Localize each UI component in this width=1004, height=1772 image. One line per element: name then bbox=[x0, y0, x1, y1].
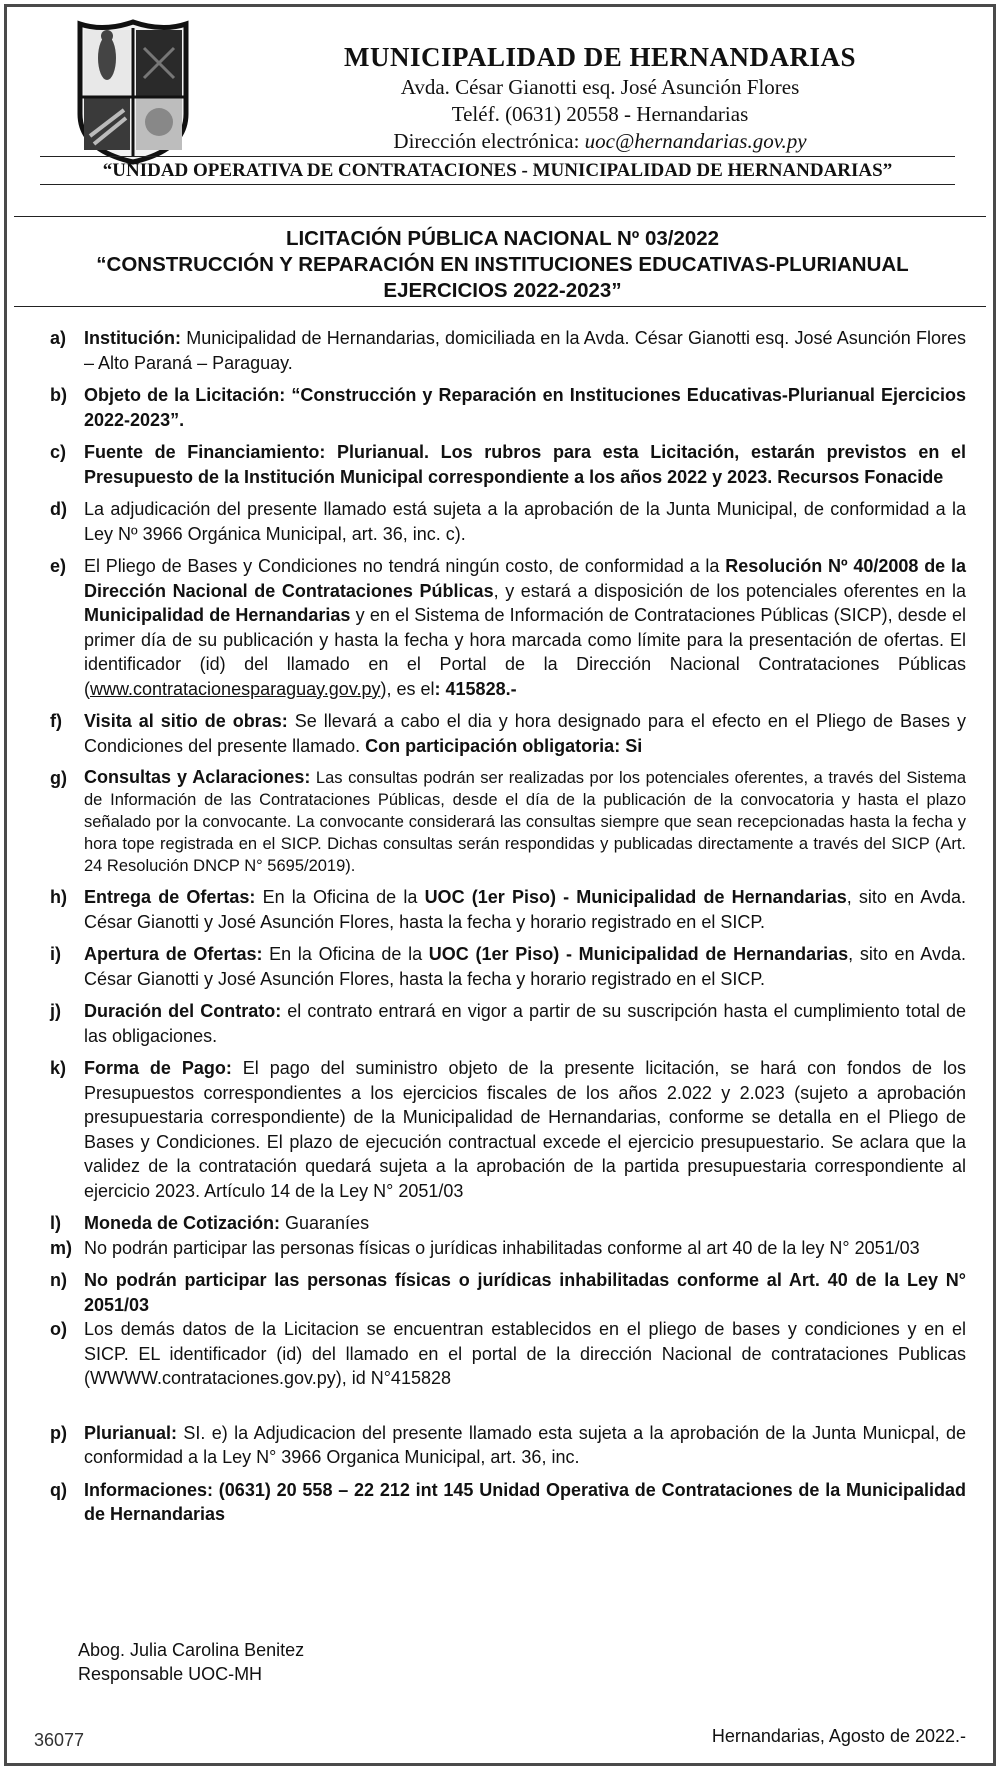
signer-name: Abog. Julia Carolina Benitez bbox=[78, 1640, 305, 1660]
organization-name: MUNICIPALIDAD DE HERNANDARIAS bbox=[343, 42, 857, 72]
clause-e bbox=[50, 554, 966, 701]
phone: Teléf. (0631) 20558 - Hernandarias bbox=[451, 102, 749, 126]
email-line bbox=[210, 128, 990, 155]
clause-j bbox=[50, 999, 966, 1048]
clause-letter: g) bbox=[50, 768, 67, 788]
clause-list bbox=[50, 326, 966, 1535]
clause-body: Fuente de Financiamiento: Plurianual. Los rubros para esta Licitación, estarán previstos en el Presupuesto de la Institución Municipal correspondiente a los años 2022 y 2023. Recursos Fonacide bbox=[84, 442, 966, 487]
divider bbox=[14, 306, 986, 307]
clause-letter: i) bbox=[50, 944, 61, 964]
clause-body: Consultas y Aclaraciones: Las consultas podrán ser realizadas por los potenciales oferentes, a través del Sistema de Información de las Contrataciones Públicas, desde el día de la publicación de la convocatoria y hasta el plazo señalado por la convocante. La convocante considerará las consultas siempre que sean recepcionadas hasta la fecha y hora tope registrada en el SICP. Dichas consultas serán respondidas y publicadas directamente a través del SICP (Art. 24 Resolución DNCP N° 5695/2019). bbox=[84, 767, 966, 875]
clause-letter: j) bbox=[50, 1001, 61, 1021]
tender-title bbox=[40, 226, 965, 304]
clause-p bbox=[50, 1421, 966, 1470]
signer-role: Responsable UOC-MH bbox=[78, 1664, 263, 1684]
clause-body: Forma de Pago: El pago del suministro objeto de la presente licitación, se hará con fondos de los Presupuestos correspondientes a los ejercicios fiscales de los años 2.022 y 2.023 (sujeto a aprobación presupuestaria correspondiente) de la Municipalidad de Hernandarias, conforme se detalla en el Pliego de Bases y Condiciones. El plazo de ejecución contractual excede el ejercicio presupuestario. Se aclara que la validez de la contratación quedará sujeta a la aprobación de la partida presupuestaria correspondiente al ejercicio 2023. Artículo 14 de la Ley N° 2051/03 bbox=[84, 1058, 966, 1201]
clause-c bbox=[50, 440, 966, 489]
title-line-2: “CONSTRUCCIÓN Y REPARACIÓN EN INSTITUCIONES EDUCATIVAS-PLURIANUAL bbox=[96, 253, 909, 276]
clause-letter: f) bbox=[50, 711, 62, 731]
clause-body: Objeto de la Licitación: “Construcción y Reparación en Instituciones Educativas-Plurianual Ejercicios 2022-2023”. bbox=[84, 385, 966, 430]
clause-a bbox=[50, 326, 966, 375]
ad-number: 36077 bbox=[34, 1730, 85, 1750]
clause-body: Plurianual: SI. e) la Adjudicacion del presente llamado esta sujeta a la aprobación de la Junta Municpal, de conformidad a la Ley N° 3966 Organica Municipal, art. 36, inc. bbox=[84, 1422, 966, 1467]
divider bbox=[40, 156, 955, 157]
clause-h bbox=[50, 885, 966, 934]
clause-o bbox=[50, 1317, 966, 1391]
clause-body: Entrega de Ofertas: En la Oficina de la UOC (1er Piso) - Municipalidad de Hernandarias, sito en Avda. César Gianotti y José Asunción Flores, hasta la fecha y horario registrado en el SICP. bbox=[84, 887, 966, 932]
clause-letter: d) bbox=[50, 499, 67, 519]
clause-k bbox=[50, 1056, 966, 1203]
clause-body: No podrán participar las personas físicas o jurídicas inhabilitadas conforme al art 40 de la ley N° 2051/03 bbox=[84, 1237, 920, 1258]
clause-body: Visita al sitio de obras: Se llevará a cabo el dia y hora designado para el efecto en el Pliego de Bases y Condiciones del presente llamado. Con participación obligatoria: Si bbox=[84, 711, 967, 756]
divider bbox=[14, 216, 986, 217]
clause-body: Moneda de Cotización: Guaraníes bbox=[84, 1213, 370, 1233]
clause-body: Informaciones: (0631) 20 558 – 22 212 int 145 Unidad Operativa de Contrataciones de la Municipalidad de Hernandarias bbox=[84, 1479, 966, 1524]
clause-body: Los demás datos de la Licitacion se encuentran establecidos en el pliego de bases y condiciones y en el SICP. EL identificador (id) del llamado en el portal de la dirección Nacional de contrataciones Publicas (WWWW.contrataciones.gov.py), id N°415828 bbox=[84, 1319, 966, 1388]
signature-block bbox=[78, 1638, 304, 1686]
clause-letter: c) bbox=[50, 442, 67, 462]
dncp-portal-link[interactable]: www.contratacionesparaguay.gov.py bbox=[90, 678, 381, 699]
address: Avda. César Gianotti esq. José Asunción Flores bbox=[400, 75, 800, 99]
clause-l bbox=[50, 1211, 966, 1236]
clause-letter: b) bbox=[50, 385, 67, 405]
clause-body: El Pliego de Bases y Condiciones no tendrá ningún costo, de conformidad a la Resolución Nº 40/2008 de la Dirección Nacional de Contrataciones Públicas, y estará a disposición de los potenciales oferentes en la Municipalidad de Hernandarias y en el Sistema de Información de Contrataciones Públicas (SICP), desde el primer día de su publicación y hasta la fecha y hora marcada como límite para la presentación de ofertas. El identificador (id) del llamado en el Portal de la Dirección Nacional Contrataciones Públicas (www.contratacionesparaguay.gov.py), es el: 415828.- bbox=[84, 556, 966, 699]
email-label: Dirección electrónica: bbox=[393, 129, 585, 153]
clause-body: Apertura de Ofertas: En la Oficina de la UOC (1er Piso) - Municipalidad de Hernandarias, sito en Avda. César Gianotti y José Asunción Flores, hasta la fecha y horario registrado en el SICP. bbox=[84, 944, 966, 989]
clause-letter: n) bbox=[50, 1270, 67, 1290]
title-line-3: EJERCICIOS 2022-2023” bbox=[383, 279, 622, 302]
clause-m bbox=[50, 1236, 966, 1261]
clause-f bbox=[50, 709, 966, 758]
clause-letter: l) bbox=[50, 1213, 61, 1233]
clause-d bbox=[50, 497, 966, 546]
title-line-1: LICITACIÓN PÚBLICA NACIONAL Nº 03/2022 bbox=[285, 227, 720, 250]
email-address: uoc@hernandarias.gov.py bbox=[584, 129, 807, 153]
clause-n bbox=[50, 1268, 966, 1317]
clause-b bbox=[50, 383, 966, 432]
divider bbox=[40, 184, 955, 185]
clause-letter: q) bbox=[50, 1479, 67, 1500]
clause-letter: k) bbox=[50, 1058, 67, 1078]
clause-letter: a) bbox=[50, 328, 67, 348]
municipal-coat-of-arms-icon bbox=[74, 18, 192, 166]
clause-q bbox=[50, 1478, 966, 1527]
clause-letter: m) bbox=[50, 1237, 72, 1258]
uoc-banner: “UNIDAD OPERATIVA DE CONTRATACIONES - MUNICIPALIDAD DE HERNANDARIAS” bbox=[102, 160, 893, 181]
clause-body: Duración del Contrato: el contrato entrará en vigor a partir de su suscripción hasta el cumplimiento total de las obligaciones. bbox=[84, 1001, 966, 1046]
clause-letter: p) bbox=[50, 1422, 67, 1443]
letterhead-text bbox=[210, 40, 990, 155]
clause-letter: o) bbox=[50, 1319, 67, 1339]
clause-g bbox=[50, 766, 966, 877]
clause-i bbox=[50, 942, 966, 991]
clause-body: Institución: Municipalidad de Hernandarias, domiciliada en la Avda. César Gianotti esq. José Asunción Flores – Alto Paraná – Paraguay. bbox=[84, 328, 966, 373]
clause-letter: h) bbox=[50, 887, 67, 907]
clause-body: La adjudicación del presente llamado está sujeta a la aprobación de la Junta Municipal, de conformidad a la Ley Nº 3966 Orgánica Municipal, art. 36, inc. c). bbox=[84, 499, 966, 544]
clause-body: No podrán participar las personas físicas o jurídicas inhabilitadas conforme al Art. 40 de la Ley N° 2051/03 bbox=[84, 1270, 966, 1315]
place-date: Hernandarias, Agosto de 2022.- bbox=[711, 1726, 966, 1746]
clause-letter: e) bbox=[50, 556, 67, 576]
